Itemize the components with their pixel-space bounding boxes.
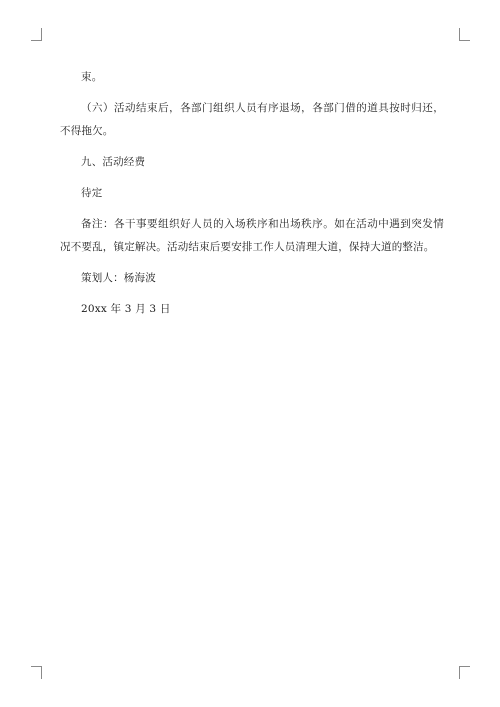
crop-mark-top-left xyxy=(31,28,42,41)
paragraph-planner: 策划人：杨海波 xyxy=(81,272,156,284)
document-body xyxy=(60,66,444,329)
paragraph-item-six: （六）活动结束后，各部门组织人员有序退场，各部门借的道具按时归还，不得拖欠。 xyxy=(60,102,444,137)
crop-mark-top-right xyxy=(459,28,470,41)
paragraph-continuation: 束。 xyxy=(81,71,103,83)
crop-mark-bottom-right xyxy=(459,666,470,679)
section-heading-budget: 九、活动经费 xyxy=(81,156,146,168)
paragraph-date: 20xx 年 3 月 3 日 xyxy=(81,303,171,315)
paragraph-budget-value: 待定 xyxy=(81,187,103,199)
crop-mark-bottom-left xyxy=(31,666,42,679)
paragraph-remarks: 备注：各干事要组织好人员的入场秩序和出场秩序。如在活动中遇到突发情况不要乱，镇定解决。活动结束后要安排工作人员清理大道，保持大道的整洁。 xyxy=(60,218,444,253)
